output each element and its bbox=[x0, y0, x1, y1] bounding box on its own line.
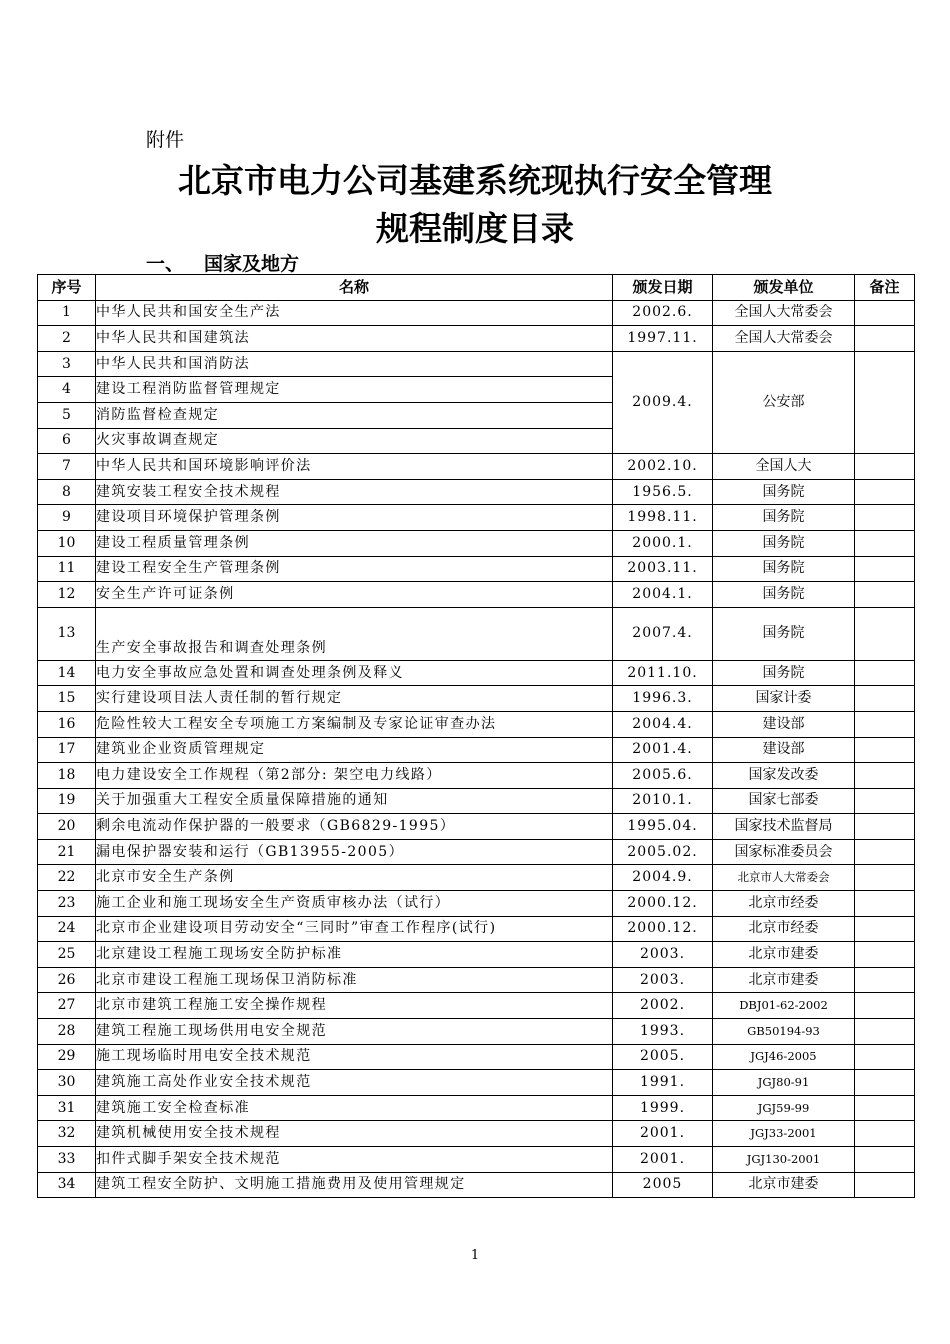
row-number: 13 bbox=[38, 607, 96, 660]
table-row bbox=[38, 686, 915, 712]
regulation-name: 建筑工程安全防护、文明施工措施费用及使用管理规定 bbox=[96, 1172, 613, 1198]
issue-date: 2000.1. bbox=[613, 530, 713, 556]
issue-date: 1995.04. bbox=[613, 814, 713, 840]
regulation-name: 生产安全事故报告和调查处理条例 bbox=[96, 607, 613, 660]
table-body bbox=[38, 300, 915, 1198]
issue-date: 1998.11. bbox=[613, 505, 713, 531]
table-row bbox=[38, 607, 915, 660]
table-header-row bbox=[38, 275, 915, 301]
row-number: 6 bbox=[38, 428, 96, 454]
issue-date: 2001. bbox=[613, 1121, 713, 1147]
remark-cell bbox=[855, 607, 915, 660]
document-title-line-2: 规程制度目录 bbox=[376, 209, 574, 248]
remark-cell bbox=[855, 865, 915, 891]
remark-cell bbox=[855, 814, 915, 840]
header-date: 颁发日期 bbox=[613, 275, 713, 301]
row-number: 30 bbox=[38, 1070, 96, 1096]
table-row bbox=[38, 711, 915, 737]
remark-cell bbox=[855, 737, 915, 763]
remark-cell bbox=[855, 1172, 915, 1198]
row-number: 24 bbox=[38, 916, 96, 942]
regulation-name: 电力建设安全工作规程（第2部分: 架空电力线路） bbox=[96, 763, 613, 789]
regulation-name: 剩余电流动作保护器的一般要求（GB6829-1995） bbox=[96, 814, 613, 840]
issuing-authority: 国家七部委 bbox=[713, 788, 855, 814]
issuing-authority: 国家发改委 bbox=[713, 763, 855, 789]
row-number: 15 bbox=[38, 686, 96, 712]
issue-date: 2002.6. bbox=[613, 300, 713, 326]
row-number: 28 bbox=[38, 1019, 96, 1045]
issue-date: 2005.02. bbox=[613, 839, 713, 865]
remark-cell bbox=[855, 1070, 915, 1096]
row-number: 10 bbox=[38, 530, 96, 556]
remark-cell bbox=[855, 942, 915, 968]
issuing-authority: 国务院 bbox=[713, 582, 855, 608]
remark-cell bbox=[855, 556, 915, 582]
remark-cell bbox=[855, 505, 915, 531]
remark-cell bbox=[855, 916, 915, 942]
regulation-name: 建筑业企业资质管理规定 bbox=[96, 737, 613, 763]
issue-date: 2000.12. bbox=[613, 891, 713, 917]
table-row bbox=[38, 1044, 915, 1070]
row-number: 4 bbox=[38, 377, 96, 403]
remark-cell bbox=[855, 788, 915, 814]
regulation-name: 建设项目环境保护管理条例 bbox=[96, 505, 613, 531]
table-row bbox=[38, 505, 915, 531]
regulation-name: 火灾事故调查规定 bbox=[96, 428, 613, 454]
remark-cell bbox=[855, 1019, 915, 1045]
remark-cell bbox=[855, 479, 915, 505]
regulation-name: 建设工程消防监督管理规定 bbox=[96, 377, 613, 403]
table-row bbox=[38, 1070, 915, 1096]
issuing-authority: JGJ33-2001 bbox=[713, 1121, 855, 1147]
table-row bbox=[38, 479, 915, 505]
table-row bbox=[38, 556, 915, 582]
remark-cell bbox=[855, 839, 915, 865]
issuing-authority: JGJ80-91 bbox=[713, 1070, 855, 1096]
regulation-name: 建设工程安全生产管理条例 bbox=[96, 556, 613, 582]
table-row bbox=[38, 737, 915, 763]
issue-date: 1956.5. bbox=[613, 479, 713, 505]
issue-date: 2005.6. bbox=[613, 763, 713, 789]
table-row bbox=[38, 326, 915, 352]
regulation-name: 北京市安全生产条例 bbox=[96, 865, 613, 891]
regulation-name: 北京市建设工程施工现场保卫消防标准 bbox=[96, 967, 613, 993]
issuing-authority: GB50194-93 bbox=[713, 1019, 855, 1045]
table-row bbox=[38, 1147, 915, 1173]
regulation-name: 建筑机械使用安全技术规程 bbox=[96, 1121, 613, 1147]
issuing-authority: 国务院 bbox=[713, 660, 855, 686]
section-number: 一、 bbox=[146, 253, 185, 275]
regulation-name: 中华人民共和国建筑法 bbox=[96, 326, 613, 352]
row-number: 25 bbox=[38, 942, 96, 968]
issuing-authority: DBJ01-62-2002 bbox=[713, 993, 855, 1019]
remark-cell bbox=[855, 326, 915, 352]
row-number: 2 bbox=[38, 326, 96, 352]
issuing-authority: 国务院 bbox=[713, 556, 855, 582]
issuing-authority: 国家技术监督局 bbox=[713, 814, 855, 840]
table-row bbox=[38, 1019, 915, 1045]
regulation-name: 扣件式脚手架安全技术规范 bbox=[96, 1147, 613, 1173]
issue-date: 1991. bbox=[613, 1070, 713, 1096]
issuing-authority: 国家标准委员会 bbox=[713, 839, 855, 865]
table-row bbox=[38, 351, 915, 377]
issuing-authority: JGJ46-2005 bbox=[713, 1044, 855, 1070]
remark-cell bbox=[855, 1095, 915, 1121]
table-row bbox=[38, 454, 915, 480]
row-number: 17 bbox=[38, 737, 96, 763]
remark-cell bbox=[855, 530, 915, 556]
remark-cell bbox=[855, 711, 915, 737]
row-number: 34 bbox=[38, 1172, 96, 1198]
issue-date: 2003. bbox=[613, 967, 713, 993]
table-row bbox=[38, 814, 915, 840]
row-number: 23 bbox=[38, 891, 96, 917]
table-row bbox=[38, 865, 915, 891]
regulation-name: 中华人民共和国安全生产法 bbox=[96, 300, 613, 326]
remark-cell bbox=[855, 1121, 915, 1147]
table-row bbox=[38, 839, 915, 865]
regulation-name: 建设工程质量管理条例 bbox=[96, 530, 613, 556]
page-number: 1 bbox=[470, 1248, 480, 1263]
issuing-authority: 公安部 bbox=[713, 351, 855, 453]
issue-date: 1999. bbox=[613, 1095, 713, 1121]
remark-cell bbox=[855, 686, 915, 712]
issuing-authority: 国务院 bbox=[713, 479, 855, 505]
regulation-name: 危险性较大工程安全专项施工方案编制及专家论证审查办法 bbox=[96, 711, 613, 737]
issuing-authority: 北京市建委 bbox=[713, 967, 855, 993]
issuing-authority: 国务院 bbox=[713, 530, 855, 556]
regulation-name: 北京建设工程施工现场安全防护标准 bbox=[96, 942, 613, 968]
row-number: 7 bbox=[38, 454, 96, 480]
issue-date: 1996.3. bbox=[613, 686, 713, 712]
issuing-authority: 全国人大常委会 bbox=[713, 326, 855, 352]
issue-date: 2002. bbox=[613, 993, 713, 1019]
issuing-authority: 北京市建委 bbox=[713, 1172, 855, 1198]
remark-cell bbox=[855, 763, 915, 789]
regulation-name: 漏电保护器安装和运行（GB13955-2005） bbox=[96, 839, 613, 865]
regulation-name: 北京市建筑工程施工安全操作规程 bbox=[96, 993, 613, 1019]
remark-cell bbox=[855, 454, 915, 480]
issue-date: 2007.4. bbox=[613, 607, 713, 660]
row-number: 20 bbox=[38, 814, 96, 840]
issue-date: 2005. bbox=[613, 1044, 713, 1070]
issuing-authority: 全国人大常委会 bbox=[713, 300, 855, 326]
row-number: 1 bbox=[38, 300, 96, 326]
table-row bbox=[38, 788, 915, 814]
row-number: 19 bbox=[38, 788, 96, 814]
table-row bbox=[38, 660, 915, 686]
row-number: 32 bbox=[38, 1121, 96, 1147]
remark-cell bbox=[855, 1147, 915, 1173]
table-row bbox=[38, 1095, 915, 1121]
regulation-name: 消防监督检查规定 bbox=[96, 402, 613, 428]
regulation-name: 实行建设项目法人责任制的暂行规定 bbox=[96, 686, 613, 712]
document-title-line-1: 北京市电力公司基建系统现执行安全管理 bbox=[178, 161, 772, 200]
issue-date: 2004.9. bbox=[613, 865, 713, 891]
issuing-authority: 建设部 bbox=[713, 711, 855, 737]
section-heading bbox=[146, 249, 299, 276]
header-note: 备注 bbox=[855, 275, 915, 301]
issue-date: 2004.4. bbox=[613, 711, 713, 737]
row-number: 16 bbox=[38, 711, 96, 737]
regulation-name: 施工企业和施工现场安全生产资质审核办法（试行） bbox=[96, 891, 613, 917]
table-row bbox=[38, 967, 915, 993]
section-title: 国家及地方 bbox=[204, 253, 300, 275]
issue-date: 2011.10. bbox=[613, 660, 713, 686]
remark-cell bbox=[855, 351, 915, 453]
regulation-name: 中华人民共和国环境影响评价法 bbox=[96, 454, 613, 480]
issue-date: 2001.4. bbox=[613, 737, 713, 763]
remark-cell bbox=[855, 967, 915, 993]
issue-date: 2001. bbox=[613, 1147, 713, 1173]
regulation-name: 北京市企业建设项目劳动安全“三同时”审查工作程序(试行) bbox=[96, 916, 613, 942]
issue-date: 2000.12. bbox=[613, 916, 713, 942]
row-number: 12 bbox=[38, 582, 96, 608]
row-number: 29 bbox=[38, 1044, 96, 1070]
header-name: 名称 bbox=[96, 275, 613, 301]
remark-cell bbox=[855, 300, 915, 326]
issue-date: 2003.11. bbox=[613, 556, 713, 582]
row-number: 33 bbox=[38, 1147, 96, 1173]
header-issuer: 颁发单位 bbox=[713, 275, 855, 301]
row-number: 26 bbox=[38, 967, 96, 993]
issue-date: 2009.4. bbox=[613, 351, 713, 453]
issue-date: 2004.1. bbox=[613, 582, 713, 608]
issuing-authority: 全国人大 bbox=[713, 454, 855, 480]
issue-date: 1997.11. bbox=[613, 326, 713, 352]
issue-date: 2002.10. bbox=[613, 454, 713, 480]
table-row bbox=[38, 582, 915, 608]
table-row bbox=[38, 993, 915, 1019]
regulation-name: 中华人民共和国消防法 bbox=[96, 351, 613, 377]
table-row bbox=[38, 530, 915, 556]
row-number: 21 bbox=[38, 839, 96, 865]
issuing-authority: 北京市人大常委会 bbox=[713, 865, 855, 891]
regulation-name: 电力安全事故应急处置和调查处理条例及释义 bbox=[96, 660, 613, 686]
table-row bbox=[38, 891, 915, 917]
table-row bbox=[38, 763, 915, 789]
issuing-authority: 建设部 bbox=[713, 737, 855, 763]
regulation-name: 建筑施工高处作业安全技术规范 bbox=[96, 1070, 613, 1096]
regulation-name: 关于加强重大工程安全质量保障措施的通知 bbox=[96, 788, 613, 814]
table-row bbox=[38, 916, 915, 942]
row-number: 9 bbox=[38, 505, 96, 531]
table-row bbox=[38, 300, 915, 326]
issue-date: 2003. bbox=[613, 942, 713, 968]
issue-date: 1993. bbox=[613, 1019, 713, 1045]
remark-cell bbox=[855, 660, 915, 686]
issuing-authority: 北京市建委 bbox=[713, 942, 855, 968]
remark-cell bbox=[855, 891, 915, 917]
row-number: 11 bbox=[38, 556, 96, 582]
issuing-authority: 国务院 bbox=[713, 607, 855, 660]
regulation-name: 安全生产许可证条例 bbox=[96, 582, 613, 608]
remark-cell bbox=[855, 582, 915, 608]
issuing-authority: 国家计委 bbox=[713, 686, 855, 712]
issuing-authority: 北京市经委 bbox=[713, 891, 855, 917]
row-number: 27 bbox=[38, 993, 96, 1019]
row-number: 8 bbox=[38, 479, 96, 505]
issue-date: 2005 bbox=[613, 1172, 713, 1198]
attachment-label: 附件 bbox=[146, 129, 185, 151]
remark-cell bbox=[855, 1044, 915, 1070]
regulations-table bbox=[37, 274, 915, 1198]
issuing-authority: 国务院 bbox=[713, 505, 855, 531]
regulation-name: 建筑施工安全检查标准 bbox=[96, 1095, 613, 1121]
regulation-name: 建筑安装工程安全技术规程 bbox=[96, 479, 613, 505]
remark-cell bbox=[855, 993, 915, 1019]
issuing-authority: JGJ130-2001 bbox=[713, 1147, 855, 1173]
row-number: 14 bbox=[38, 660, 96, 686]
regulation-name: 建筑工程施工现场供用电安全规范 bbox=[96, 1019, 613, 1045]
issuing-authority: JGJ59-99 bbox=[713, 1095, 855, 1121]
table-row bbox=[38, 942, 915, 968]
header-no: 序号 bbox=[38, 275, 96, 301]
row-number: 31 bbox=[38, 1095, 96, 1121]
issue-date: 2010.1. bbox=[613, 788, 713, 814]
row-number: 22 bbox=[38, 865, 96, 891]
row-number: 3 bbox=[38, 351, 96, 377]
row-number: 18 bbox=[38, 763, 96, 789]
row-number: 5 bbox=[38, 402, 96, 428]
issuing-authority: 北京市经委 bbox=[713, 916, 855, 942]
regulation-name: 施工现场临时用电安全技术规范 bbox=[96, 1044, 613, 1070]
table-row bbox=[38, 1172, 915, 1198]
table-row bbox=[38, 1121, 915, 1147]
